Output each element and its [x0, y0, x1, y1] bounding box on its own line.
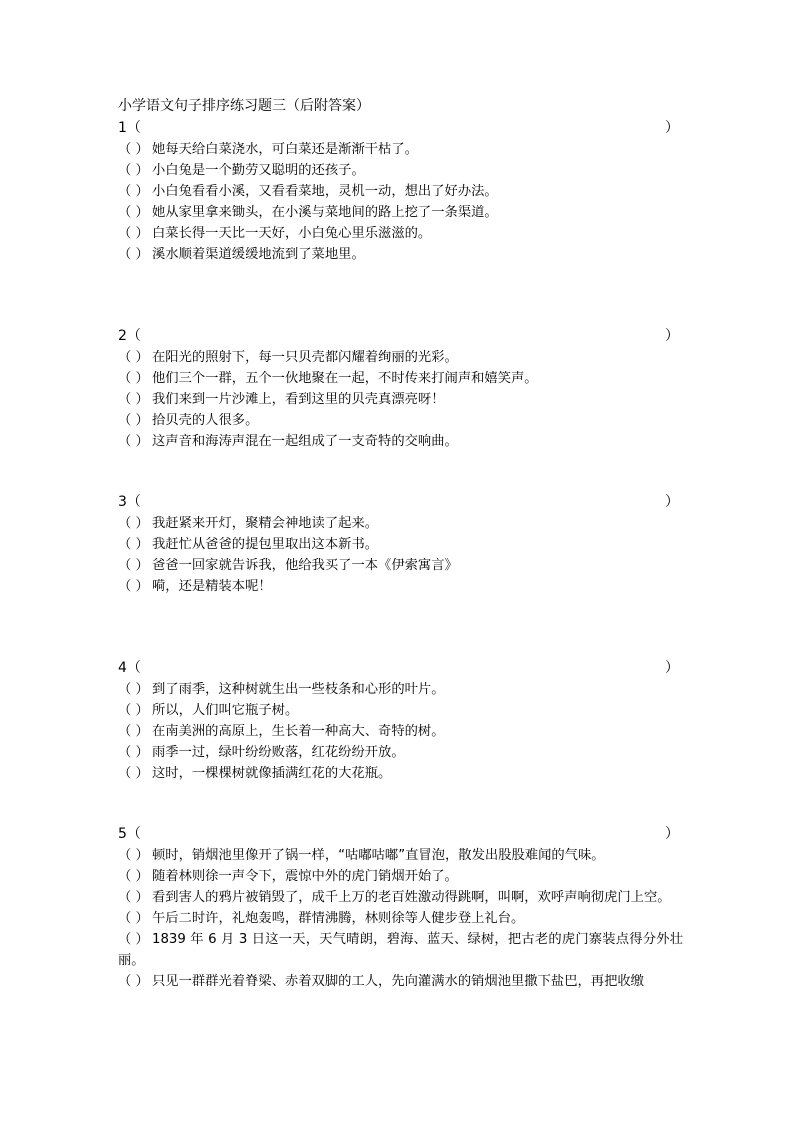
question-2: [118, 326, 683, 452]
sentence-text: 只见一群群光着脊梁、赤着双脚的工人，先向灌满水的销烟池里撒下盐巴，再把收缴: [152, 974, 644, 989]
answer-blank[interactable]: （ ）: [118, 350, 149, 365]
sentence-text: 小白兔看看小溪，又看看菜地，灵机一动，想出了好办法。: [152, 184, 498, 199]
sentence-text: 这时，一棵棵树就像插满红花的大花瓶。: [152, 766, 392, 781]
answer-blank[interactable]: （ ）: [118, 184, 149, 199]
sentence-text: 在阳光的照射下，每一只贝壳都闪耀着绚丽的光彩。: [152, 350, 458, 365]
question-3: [118, 492, 683, 597]
question-4: [118, 658, 683, 784]
sentence-text: 拾贝壳的人很多。: [152, 413, 259, 428]
sentence-item: [118, 971, 683, 992]
answer-blank[interactable]: （ ）: [118, 974, 149, 989]
sentence-text: 嗬，还是精装本呢！: [152, 579, 272, 594]
sentence-item: [118, 389, 683, 410]
sentence-text: 在南美洲的高原上，生长着一种高大、奇特的树。: [152, 724, 445, 739]
sentence-item: [118, 866, 683, 887]
answer-blank[interactable]: （ ）: [118, 537, 149, 552]
answer-blank[interactable]: （ ）: [118, 745, 149, 760]
sentence-text: 白菜长得一天比一天好，小白兔心里乐滋滋的。: [152, 226, 432, 241]
answer-blank[interactable]: （ ）: [118, 434, 149, 449]
sentence-text: 顿时，销烟池里像开了锅一样，“咕嘟咕嘟”直冒泡，散发出股股难闻的气味。: [152, 848, 605, 863]
sentence-item: [118, 845, 683, 866]
answer-blank[interactable]: （ ）: [118, 516, 149, 531]
answer-blank[interactable]: （ ）: [118, 226, 149, 241]
question-number: 3（: [118, 494, 141, 510]
answer-close-paren: ）: [665, 120, 679, 136]
sentence-text: 她每天给白菜浇水，可白菜还是渐渐干枯了。: [152, 142, 418, 157]
answer-blank[interactable]: （ ）: [118, 205, 149, 220]
sentence-text: 1839 年 6 月 3 日这一天，天气晴朗，碧海、蓝天、绿树，把古老的虎门寨装点得分外壮丽。: [118, 932, 683, 968]
answer-blank[interactable]: （ ）: [118, 579, 149, 594]
sentence-item: [118, 534, 683, 555]
sentence-text: 午后二时许，礼炮轰鸣，群情沸腾，林则徐等人健步登上礼台。: [152, 911, 525, 926]
question-1: [118, 118, 683, 265]
answer-blank[interactable]: （ ）: [118, 724, 149, 739]
question-number: 4（: [118, 660, 141, 676]
answer-blank[interactable]: （ ）: [118, 848, 149, 863]
sentence-text: 这声音和海涛声混在一起组成了一支奇特的交响曲。: [152, 434, 458, 449]
sentence-item: [118, 410, 683, 431]
answer-blank[interactable]: （ ）: [118, 392, 149, 407]
answer-blank[interactable]: （ ）: [118, 932, 149, 947]
sentence-item: [118, 576, 683, 597]
sentence-text: 她从家里拿来锄头，在小溪与菜地间的路上挖了一条渠道。: [152, 205, 498, 220]
question-number: 5（: [118, 826, 141, 842]
answer-blank[interactable]: （ ）: [118, 890, 149, 905]
sentence-item: [118, 679, 683, 700]
answer-blank[interactable]: （ ）: [118, 413, 149, 428]
sentence-item: [118, 929, 683, 971]
answer-close-paren: ）: [665, 328, 679, 344]
question-1-header: [118, 118, 683, 139]
answer-blank[interactable]: （ ）: [118, 558, 149, 573]
question-number: 2（: [118, 328, 141, 344]
sentence-text: 溪水顺着渠道缓缓地流到了菜地里。: [152, 247, 365, 262]
answer-blank[interactable]: （ ）: [118, 163, 149, 178]
sentence-item: [118, 908, 683, 929]
sentence-text: 我赶紧来开灯，聚精会神地读了起来。: [152, 516, 379, 531]
question-5-header: [118, 824, 683, 845]
answer-close-paren: ）: [665, 826, 679, 842]
question-2-header: [118, 326, 683, 347]
sentence-item: [118, 160, 683, 181]
sentence-text: 我们来到一片沙滩上，看到这里的贝壳真漂亮呀！: [152, 392, 445, 407]
sentence-item: [118, 244, 683, 265]
sentence-item: [118, 368, 683, 389]
answer-blank[interactable]: （ ）: [118, 371, 149, 386]
sentence-item: [118, 431, 683, 452]
question-number: 1（: [118, 120, 141, 136]
sentence-item: [118, 181, 683, 202]
answer-blank[interactable]: （ ）: [118, 703, 149, 718]
answer-blank[interactable]: （ ）: [118, 911, 149, 926]
question-3-header: [118, 492, 683, 513]
answer-blank[interactable]: （ ）: [118, 142, 149, 157]
sentence-text: 随着林则徐一声令下，震惊中外的虎门销烟开始了。: [152, 869, 458, 884]
sentence-text: 看到害人的鸦片被销毁了，成千上万的老百姓激动得跳啊，叫啊，欢呼声响彻虎门上空。: [152, 890, 671, 905]
sentence-item: [118, 700, 683, 721]
sentence-item: [118, 742, 683, 763]
sentence-text: 所以，人们叫它瓶子树。: [152, 703, 299, 718]
sentence-item: [118, 721, 683, 742]
answer-blank[interactable]: （ ）: [118, 247, 149, 262]
sentence-item: [118, 763, 683, 784]
sentence-item: [118, 555, 683, 576]
sentence-text: 小白兔是一个勤劳又聪明的还孩子。: [152, 163, 365, 178]
answer-close-paren: ）: [665, 660, 679, 676]
sentence-text: 雨季一过，绿叶纷纷败落，红花纷纷开放。: [152, 745, 405, 760]
answer-blank[interactable]: （ ）: [118, 682, 149, 697]
sentence-text: 他们三个一群，五个一伙地聚在一起，不时传来打闹声和嬉笑声。: [152, 371, 538, 386]
answer-blank[interactable]: （ ）: [118, 766, 149, 781]
question-4-header: [118, 658, 683, 679]
sentence-item: [118, 347, 683, 368]
sentence-item: [118, 887, 683, 908]
sentence-text: 爸爸一回家就告诉我，他给我买了一本《伊索寓言》: [152, 558, 458, 573]
sentence-text: 我赶忙从爸爸的提包里取出这本新书。: [152, 537, 379, 552]
sentence-item: [118, 202, 683, 223]
question-5: [118, 824, 683, 992]
sentence-item: [118, 223, 683, 244]
sentence-item: [118, 513, 683, 534]
answer-close-paren: ）: [665, 494, 679, 510]
worksheet-title: 小学语文句子排序练习题三（后附答案）: [118, 98, 370, 114]
sentence-item: [118, 139, 683, 160]
answer-blank[interactable]: （ ）: [118, 869, 149, 884]
sentence-text: 到了雨季，这种树就生出一些枝条和心形的叶片。: [152, 682, 445, 697]
